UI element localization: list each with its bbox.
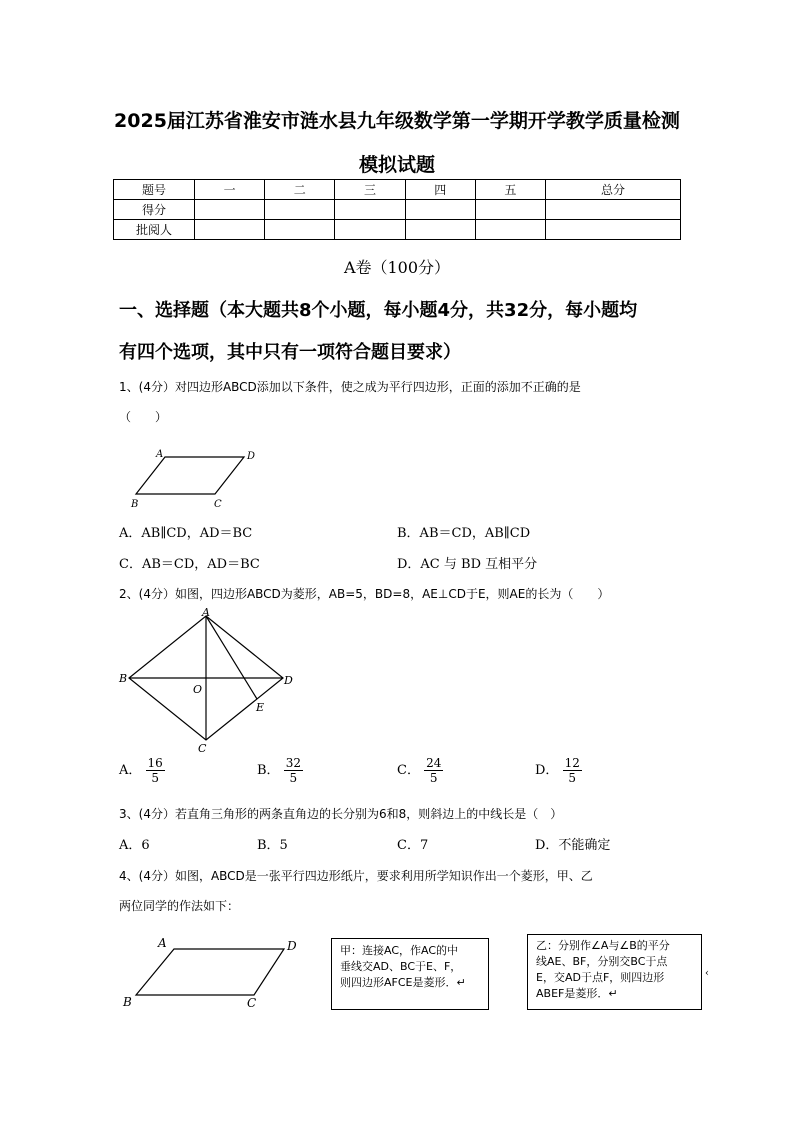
q2-label-c: C [198,742,207,755]
q4-yi-line-2: 线AE、BF，分别交BC于点 [536,955,668,968]
q4-yi-line-1: 乙：分别作∠A与∠B的平分 [536,939,670,952]
q2-segment-ae [206,616,257,699]
score-cell[interactable] [335,200,405,220]
q2-option-b-letter: B． [257,763,280,778]
score-cell[interactable] [265,200,335,220]
q1-label-b: B [131,499,139,510]
q2-stem: 2、(4分）如图，四边形ABCD为菱形，AB=5，BD=8，AE⊥CD于E，则AE的长为（ ） [119,587,610,601]
q4-yi-line-3: E，交AD于点F，则四边形 [536,971,665,984]
q1-label-d: D [247,451,256,462]
score-cell[interactable] [335,220,405,240]
row-label: 得分 [114,200,195,220]
score-row [114,200,681,220]
header-cell: 二 [265,180,335,200]
q1-label-c: C [214,499,222,510]
q4-label-c: C [247,996,257,1010]
header-cell: 四 [405,180,475,200]
q2-option-a-letter: A． [119,763,142,778]
q2-option-d-fraction [563,756,582,785]
q4-method-yi-box [527,934,702,1010]
section-1-line-1: 一、选择题（本大题共8个小题，每小题4分，共32分，每小题均 [119,300,638,321]
q2-label-d: D [284,674,293,687]
score-cell[interactable] [405,220,475,240]
q2-option-b-fraction [284,756,303,785]
q2-option-c-denominator: 5 [429,771,438,785]
row-label: 批阅人 [114,220,195,240]
q2-option-c-fraction [424,756,443,785]
q3-stem: 3、(4分）若直角三角形的两条直角边的长分别为6和8，则斜边上的中线长是（ ） [119,807,563,821]
q3-option-a[interactable]: A．6 [119,838,150,853]
q2-option-d-numerator: 12 [564,756,580,770]
q4-jia-line-3: 则四边形AFCE是菱形．↵ [340,976,466,989]
q4-parallelogram [136,949,284,995]
q2-option-b-numerator: 32 [285,756,301,770]
q4-parallelogram-figure [118,932,308,1017]
header-cell: 三 [335,180,405,200]
q4-label-b: B [123,995,132,1009]
q2-rhombus-figure [116,606,306,756]
q4-jia-line-1: 甲：连接AC，作AC的中 [340,944,459,957]
q2-option-b-denominator: 5 [289,771,298,785]
title-line-1: 2025届江苏省淮安市涟水县九年级数学第一学期开学教学质量检测 [114,110,680,132]
q1-parallelogram [136,457,244,494]
q2-option-d-denominator: 5 [568,771,577,785]
score-cell[interactable] [546,220,681,240]
q2-option-c-numerator: 24 [426,756,442,770]
score-cell[interactable] [195,200,265,220]
score-table-header-row [114,180,681,200]
q1-option-c[interactable]: C．AB＝CD，AD＝BC [119,557,260,572]
paper-label: A卷（100分） [343,258,451,277]
q4-stem-line-2: 两位同学的作法如下： [119,899,240,913]
score-cell[interactable] [475,220,545,240]
q1-option-a[interactable]: A．AB∥CD，AD＝BC [119,526,253,541]
score-cell[interactable] [546,200,681,220]
q3-option-b[interactable]: B．5 [257,838,288,853]
score-cell[interactable] [265,220,335,240]
q3-option-d[interactable]: D．不能确定 [535,838,611,853]
q1-stem: 1、(4分）对四边形ABCD添加以下条件，使之成为平行四边形，正面的添加不正确的是 [119,380,581,394]
q1-stem-bracket: （ ） [119,410,168,424]
q2-option-a-denominator: 5 [151,771,159,785]
q2-label-o: O [193,683,203,696]
q2-option-a-fraction [146,756,165,785]
q4-stem-line-1: 4、(4分）如图，ABCD是一张平行四边形纸片，要求利用所学知识作出一个菱形，甲、乙 [119,869,593,883]
q4-label-a: A [158,936,167,950]
q2-option-c-letter: C． [397,763,420,778]
q2-option-d[interactable] [535,756,582,785]
q2-option-c[interactable] [397,756,443,785]
q1-parallelogram-figure [128,445,268,515]
section-1-line-2: 有四个选项，其中只有一项符合题目要求） [119,342,461,363]
header-cell: 题号 [114,180,195,200]
score-cell[interactable] [195,220,265,240]
q2-option-b[interactable] [257,756,303,785]
q4-jia-line-2: 垂线交AD、BC于E、F， [340,960,462,973]
q4-label-d: D [287,939,297,953]
score-cell[interactable] [475,200,545,220]
stray-mark: ‹ [705,968,709,979]
q1-label-a: A [156,449,164,460]
q2-label-e: E [256,701,265,714]
q2-label-a: A [202,606,210,619]
q2-label-b: B [119,672,128,685]
header-cell: 总分 [546,180,681,200]
q4-method-jia-box [331,938,489,1010]
header-cell: 五 [475,180,545,200]
q1-option-b[interactable]: B．AB＝CD，AB∥CD [397,526,531,541]
q1-option-d[interactable]: D．AC 与 BD 互相平分 [397,557,538,572]
grader-row [114,220,681,240]
q2-option-d-letter: D． [535,763,559,778]
score-cell[interactable] [405,200,475,220]
q3-option-c[interactable]: C．7 [397,838,429,853]
score-table [113,179,681,240]
q2-option-a-numerator: 16 [147,756,163,770]
q4-yi-line-4: ABEF是菱形．↵ [536,987,618,1000]
title-line-2: 模拟试题 [358,154,435,176]
header-cell: 一 [195,180,265,200]
q2-option-a[interactable] [119,756,165,785]
